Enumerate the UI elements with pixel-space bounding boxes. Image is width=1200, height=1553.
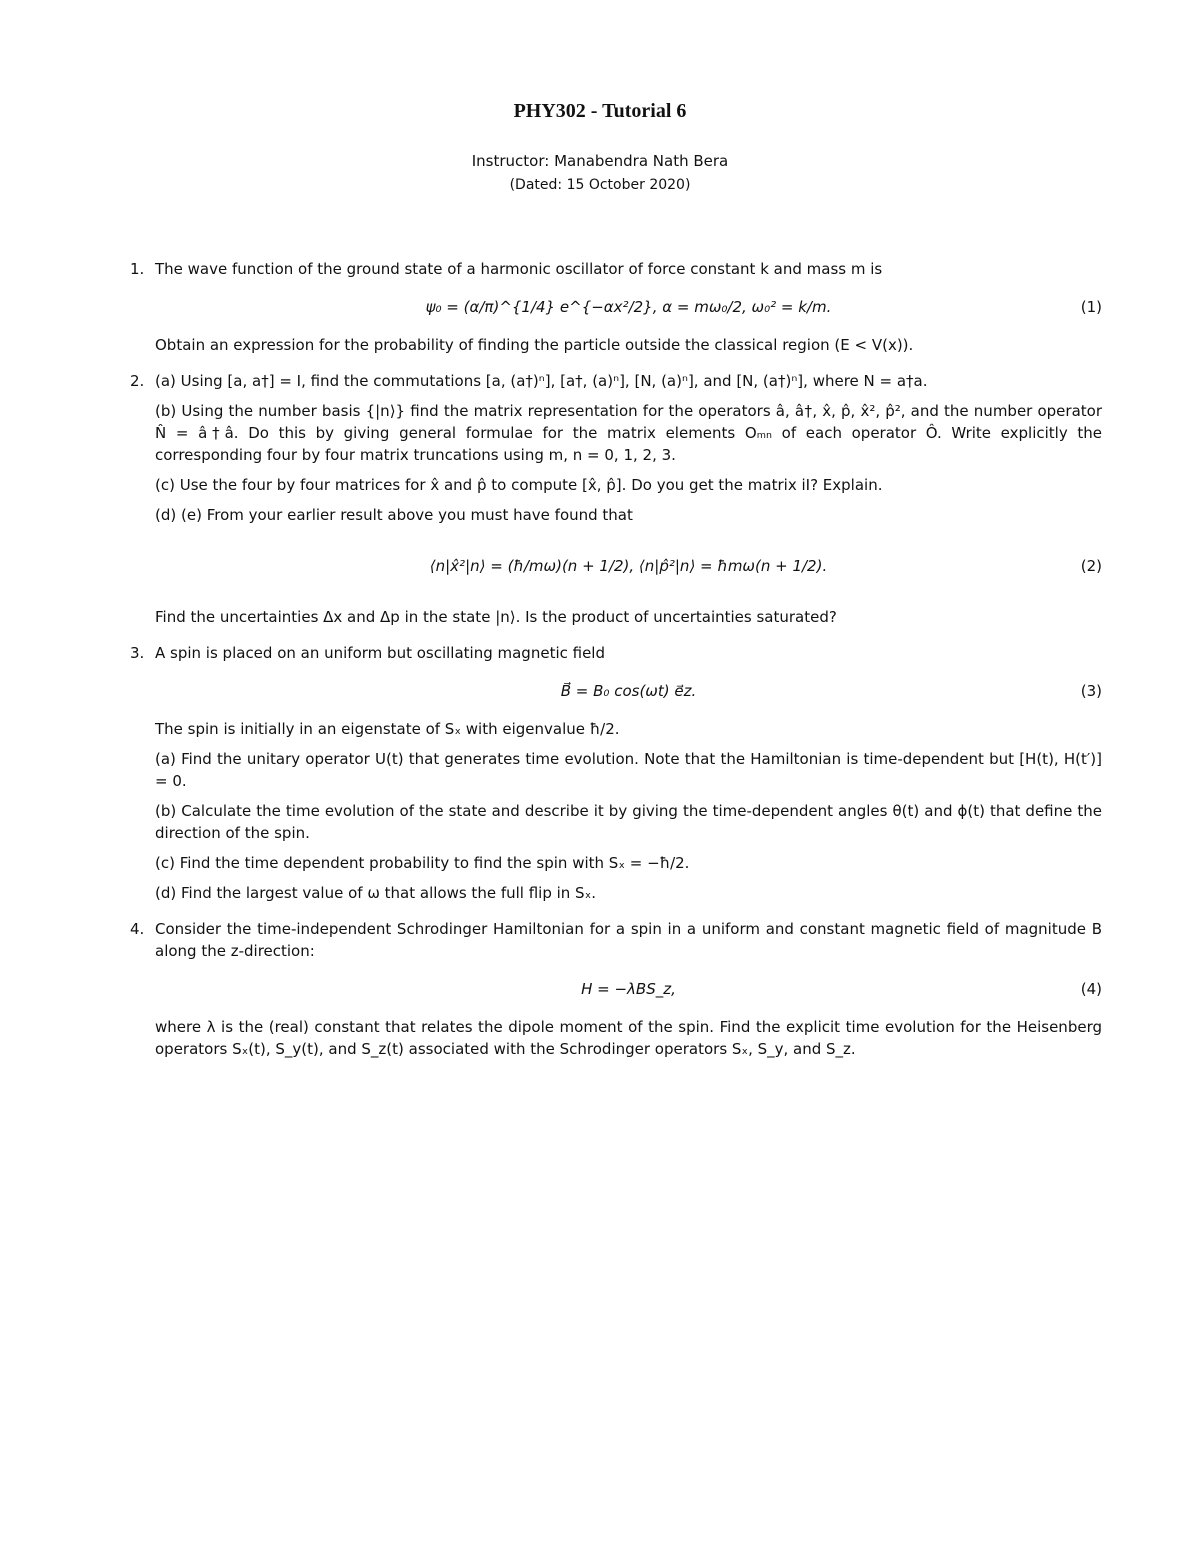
problem-list: [130, 258, 1102, 1074]
problem-intro: A spin is placed on an uniform but oscillating magnetic field: [155, 644, 605, 662]
problem-4: [130, 918, 1102, 1060]
problem-text: Obtain an expression for the probability of finding the particle outside the classical region (E < V(x)).: [155, 336, 914, 354]
equation-text: ψ₀ = (α/π)^{1/4} e^{−αx²/2}, α = mω₀/2, ω₀² = k/m.: [425, 298, 832, 316]
problem-text: Find the uncertainties Δx and Δp in the state |n⟩. Is the product of uncertainties saturated?: [155, 608, 837, 626]
equation-text: H = −λBS_z,: [581, 980, 676, 998]
equation-number: (4): [1080, 980, 1102, 998]
initial-state-text: The spin is initially in an eigenstate of Sₓ with eigenvalue ħ/2.: [155, 720, 620, 738]
equation-4: [155, 976, 1102, 1002]
part-c: (c) Use the four by four matrices for x̂ and p̂ to compute [x̂, p̂]. Do you get the matrix iI? Explain.: [155, 476, 883, 494]
equation-number: (1): [1080, 298, 1102, 316]
part-a: (a) Find the unitary operator U(t) that generates time evolution. Note that the Hamiltonian is time-dependent but [H(t), H(t′)] = 0.: [155, 750, 1102, 790]
part-b: (b) Calculate the time evolution of the state and describe it by giving the time-dependent angles θ(t) and ϕ(t) that define the direction of the spin.: [155, 802, 1102, 842]
equation-2: [155, 540, 1102, 592]
problem-intro: The wave function of the ground state of a harmonic oscillator of force constant k and mass m is: [155, 260, 883, 278]
problem-3: [130, 642, 1102, 904]
part-d: (d) (e) From your earlier result above you must have found that: [155, 506, 633, 524]
problem-number: 3.: [130, 644, 145, 662]
equation-1: [155, 294, 1102, 320]
problem-2: [130, 370, 1102, 628]
problem-1: [130, 258, 1102, 356]
equation-3: [155, 678, 1102, 704]
equation-number: (2): [1080, 557, 1102, 575]
equation-text: B⃗ = B₀ cos(ωt) e⃗z.: [560, 682, 697, 700]
part-b: (b) Using the number basis {|n⟩} find the matrix representation for the operators â, â†, x̂, p̂, x̂², p̂², and the number operator N̂ = â†â. Do this by giving general formulae for the matrix elements Oₘₙ of each operator Ô. Write explicitly the corresponding four by four matrix truncations using m, n = 0, 1, 2, 3.: [155, 402, 1102, 464]
equation-number: (3): [1080, 682, 1102, 700]
part-c: (c) Find the time dependent probability to find the spin with Sₓ = −ħ/2.: [155, 854, 690, 872]
part-d: (d) Find the largest value of ω that allows the full flip in Sₓ.: [155, 884, 597, 902]
instructor-line: Instructor: Manabendra Nath Bera: [471, 152, 729, 170]
problem-number: 4.: [130, 920, 145, 938]
equation-text: ⟨n|x̂²|n⟩ = (ħ/mω)(n + 1/2), ⟨n|p̂²|n⟩ = ħmω(n + 1/2).: [429, 557, 828, 575]
part-a: (a) Using [a, a†] = I, find the commutations [a, (a†)ⁿ], [a†, (a)ⁿ], [N, (a)ⁿ], and [N, (a†)ⁿ], where N = a†a.: [155, 372, 928, 390]
date-line: (Dated: 15 October 2020): [509, 177, 691, 193]
problem-text: where λ is the (real) constant that relates the dipole moment of the spin. Find the explicit time evolution for the Heisenberg operators Sₓ(t), S_y(t), and S_z(t) associated with the Schrodinger operators Sₓ, S_y, and S_z.: [155, 1018, 1102, 1058]
page-title: PHY302 - Tutorial 6: [513, 100, 687, 122]
problem-intro: Consider the time-independent Schrodinger Hamiltonian for a spin in a uniform and constant magnetic field of magnitude B along the z-direction:: [155, 920, 1102, 960]
problem-number: 2.: [130, 372, 145, 390]
problem-number: 1.: [130, 260, 145, 278]
